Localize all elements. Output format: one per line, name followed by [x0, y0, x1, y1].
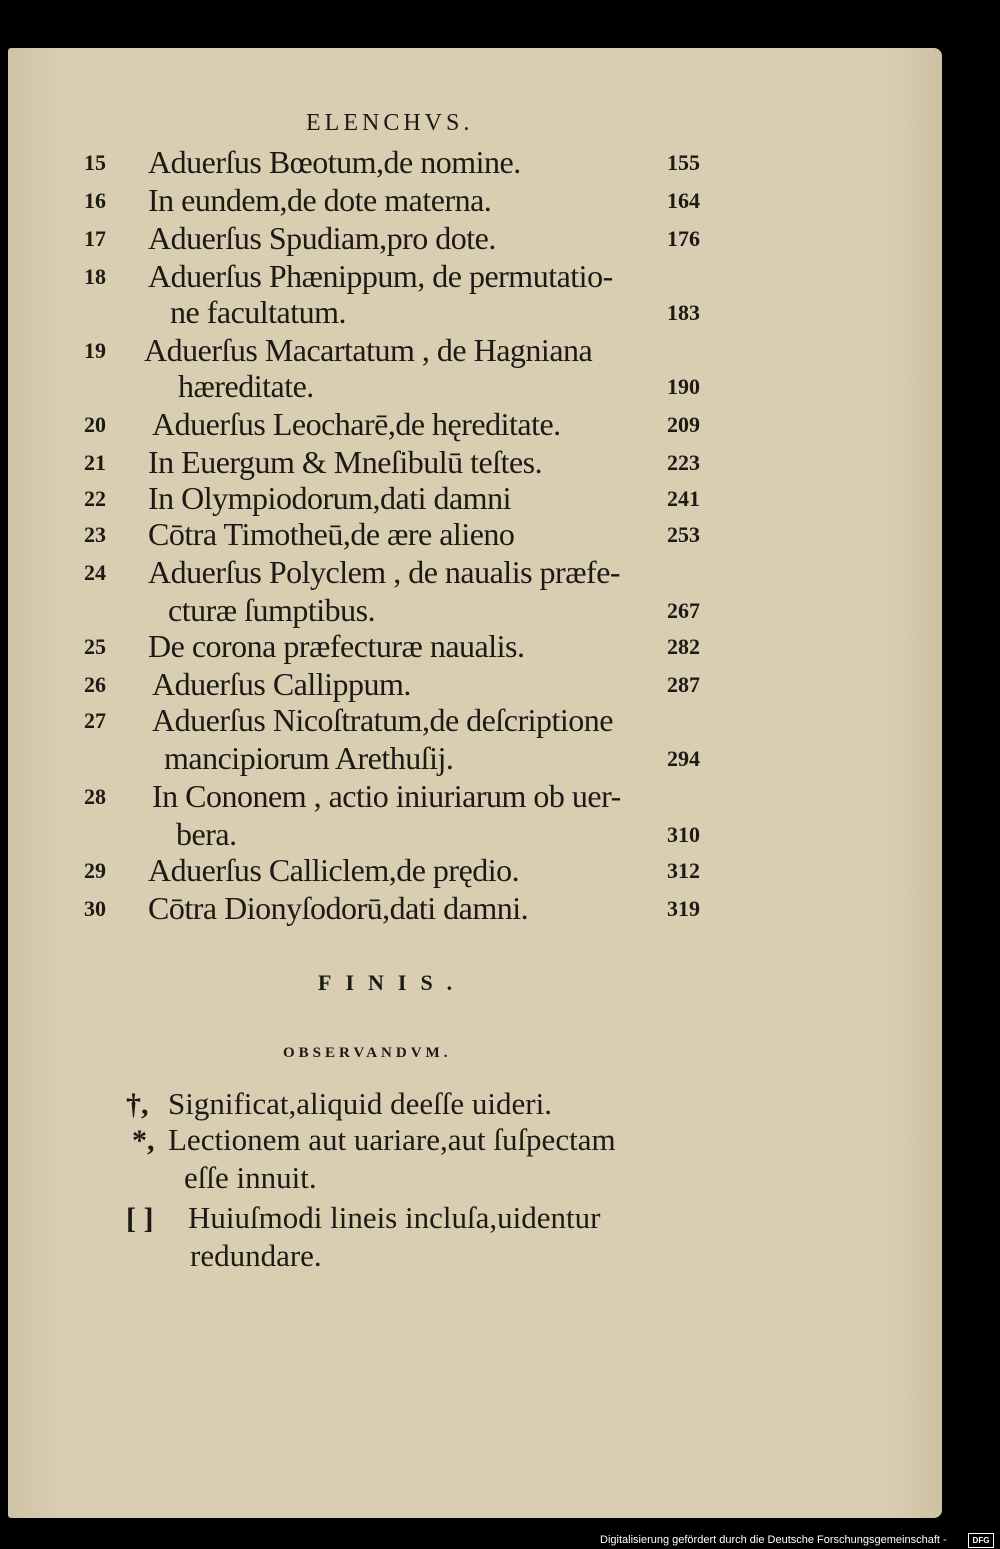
toc-entry-continued	[8, 294, 942, 334]
entry-title: Aduerſus Leocharē,de hęreditate.	[152, 406, 561, 442]
toc-entry	[8, 444, 942, 484]
toc-entry	[8, 666, 942, 706]
entry-number: 20	[84, 412, 106, 437]
entry-title: In Cononem , actio iniuriarum ob uer-	[152, 778, 621, 814]
entry-page: 287	[667, 672, 700, 697]
toc-entry-continued	[8, 816, 942, 856]
entry-page: 190	[667, 374, 700, 399]
book-page	[8, 48, 942, 1518]
entry-number: 23	[84, 522, 106, 547]
note-text: Huiuſmodi lineis incluſa,uidentur	[188, 1200, 601, 1235]
entry-page: 319	[667, 896, 700, 921]
entry-title-continued: bera.	[176, 816, 237, 852]
toc-entry	[8, 778, 942, 818]
entry-page: 312	[667, 858, 700, 883]
entry-title-continued: mancipiorum Arethuſij.	[164, 740, 454, 776]
entry-page: 241	[667, 486, 700, 511]
entry-page: 310	[667, 822, 700, 847]
entry-page: 282	[667, 634, 700, 659]
entry-number: 22	[84, 486, 106, 511]
note-text-continued: redundare.	[190, 1238, 322, 1273]
toc-entry	[8, 702, 942, 742]
toc-entry	[8, 554, 942, 594]
entry-title: Cōtra Dionyſodorū,dati damni.	[148, 890, 529, 926]
entry-title: Cōtra Timotheū,de ære alieno	[148, 516, 515, 552]
toc-entry	[8, 852, 942, 892]
entry-number: 29	[84, 858, 106, 883]
entry-number: 26	[84, 672, 106, 697]
bracket-symbol: [ ]	[126, 1202, 154, 1235]
entry-number: 25	[84, 634, 106, 659]
dagger-symbol: †,	[126, 1088, 149, 1121]
entry-page: 209	[667, 412, 700, 437]
entry-page: 223	[667, 450, 700, 475]
note-text: Significat,aliquid deeſſe uideri.	[168, 1086, 552, 1121]
entry-page: 155	[667, 150, 700, 175]
entry-title: De corona præfecturæ naualis.	[148, 628, 525, 664]
entry-number: 28	[84, 784, 106, 809]
entry-title: In Olympiodorum,dati damni	[148, 480, 511, 516]
observandum-heading: OBSERVANDVM.	[283, 1045, 452, 1061]
entry-title-continued: hæreditate.	[178, 368, 314, 404]
toc-entry-continued	[8, 740, 942, 780]
entry-title: Aduerſus Bœotum,de nomine.	[148, 144, 521, 180]
entry-title: In Euergum & Mneſibulū teſtes.	[148, 444, 543, 480]
entry-title: Aduerſus Polyclem , de naualis præfe-	[148, 554, 621, 590]
toc-entry	[8, 406, 942, 446]
toc-entry	[8, 258, 942, 298]
entry-number: 27	[84, 708, 106, 733]
entry-title-continued: ne facultatum.	[170, 294, 347, 330]
entry-number: 21	[84, 450, 106, 475]
entry-title: Aduerſus Callippum.	[152, 666, 411, 702]
toc-entry	[8, 890, 942, 930]
note-text-continued: eſſe innuit.	[184, 1160, 317, 1195]
entry-number: 15	[84, 150, 106, 175]
dfg-logo: DFG	[968, 1533, 994, 1548]
toc-entry	[8, 182, 942, 222]
note-text: Lectionem aut uariare,aut ſuſpectam	[168, 1122, 616, 1157]
entry-number: 17	[84, 226, 106, 251]
running-header: ELENCHVS.	[306, 110, 474, 136]
entry-page: 176	[667, 226, 700, 251]
asterisk-symbol: *,	[132, 1124, 155, 1157]
toc-entry	[8, 332, 942, 372]
finis-heading: FINIS.	[318, 970, 467, 995]
entry-title: Aduerſus Calliclem,de prędio.	[148, 852, 520, 888]
toc-entry-continued	[8, 368, 942, 408]
entry-page: 294	[667, 746, 700, 771]
toc-entry	[8, 220, 942, 260]
entry-title: In eundem,de dote materna.	[148, 182, 492, 218]
entry-page: 183	[667, 300, 700, 325]
toc-entry	[8, 144, 942, 184]
entry-page: 267	[667, 598, 700, 623]
entry-title: Aduerſus Phænippum, de permutatio-	[148, 258, 613, 294]
toc-entry	[8, 628, 942, 668]
entry-number: 19	[84, 338, 106, 363]
entry-page: 164	[667, 188, 700, 213]
entry-number: 30	[84, 896, 106, 921]
entry-title: Aduerſus Spudiam,pro dote.	[148, 220, 496, 256]
funding-credit: Digitalisierung gefördert durch die Deutsche Forschungsgemeinschaft -	[600, 1534, 947, 1546]
entry-title-continued: cturæ ſumptibus.	[168, 592, 376, 628]
entry-title: Aduerſus Nicoſtratum,de deſcriptione	[152, 702, 613, 738]
toc-entry	[8, 516, 942, 556]
toc-entry-continued	[8, 592, 942, 632]
entry-page: 253	[667, 522, 700, 547]
toc-entry	[8, 480, 942, 520]
entry-number: 24	[84, 560, 106, 585]
entry-number: 18	[84, 264, 106, 289]
entry-number: 16	[84, 188, 106, 213]
entry-title: Aduerſus Macartatum , de Hagniana	[144, 332, 593, 368]
